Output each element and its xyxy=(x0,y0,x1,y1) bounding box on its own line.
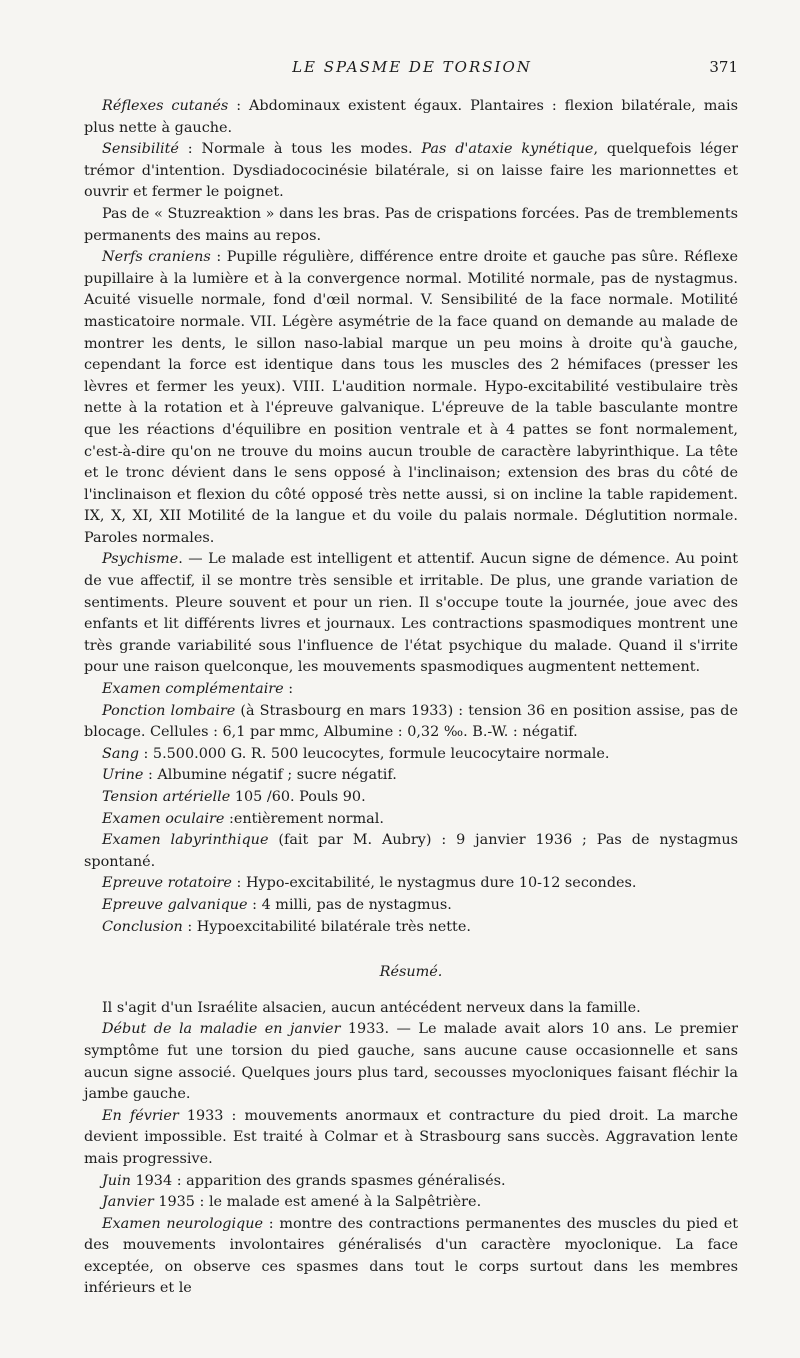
resume-paragraph-fevrier: En février 1933 : mouvements anormaux et contracture du pied droit. La marche devient impossible. Est traité à Colmar et à Strasbourg sans succès. Aggravation lente mais progressive. xyxy=(84,1107,738,1167)
resume-paragraph-examen-neurologique: Examen neurologique : montre des contractions permanentes des muscles du pied et des mouvements involontaires généralisés d'un caractère myoclonique. La face exceptée, on observe ces spasmes dans tout le corps surtout dans les membres inférieurs et le xyxy=(84,1215,738,1297)
paragraph-tension-arterielle: Tension artérielle 105 /60. Pouls 90. xyxy=(102,789,366,805)
paragraph-examen-complementaire: Examen complémentaire : xyxy=(102,681,294,698)
paragraph-epreuve-rotatoire: Epreuve rotatoire : Hypo-excitabilité, le nystagmus dure 10-12 secondes. xyxy=(102,875,637,892)
resume-paragraph-juin: Juin 1934 : apparition des grands spasmes généralisés. xyxy=(102,1172,506,1189)
paragraph-reflexes: Réflexes cutanés : Abdominaux existent égaux. Plantaires : flexion bilatérale, mais plus nette à gauche. xyxy=(84,98,738,136)
paragraph-epreuve-galvanique: Epreuve galvanique : 4 milli, pas de nystagmus. xyxy=(102,896,452,913)
page-body xyxy=(84,96,738,1300)
paragraph-sang: Sang : 5.500.000 G. R. 500 leucocytes, formule leucocytaire normale. xyxy=(102,745,610,762)
running-title: LE SPASME DE TORSION xyxy=(292,58,532,76)
resume-paragraph-origine: Il s'agit d'un Israélite alsacien, aucun antécédent nerveux dans la famille. xyxy=(102,999,641,1016)
paragraph-examen-oculaire: Examen oculaire :entièrement normal. xyxy=(102,810,384,827)
paragraph-conclusion: Conclusion : Hypoexcitabilité bilatérale très nette. xyxy=(102,918,471,935)
section-title-resume: Résumé. xyxy=(379,964,443,981)
paragraph-urine: Urine : Albumine négatif ; sucre négatif. xyxy=(102,767,397,784)
paragraph-ponction-lombaire: Ponction lombaire (à Strasbourg en mars 1933) : tension 36 en position assise, pas de blocage. Cellules : 6,1 par mmc, Albumine : 0,32 ‰. B.-W. : négatif. xyxy=(84,702,738,741)
paragraph-examen-labyrinthique: Examen labyrinthique (fait par M. Aubry) : 9 janvier 1936 ; Pas de nystagmus spontané. xyxy=(84,832,738,870)
page-number: 371 xyxy=(709,58,738,76)
paragraph-stuzreaktion: Pas de « Stuzreaktion » dans les bras. Pas de crispations forcées. Pas de tremblements permanents des mains au repos. xyxy=(84,205,738,244)
resume-paragraph-debut: Début de la maladie en janvier 1933. — Le malade avait alors 10 ans. Le premier symptôme fut une torsion du pied gauche, sans aucune cause occasionnelle et sans aucun signe associé. Quelques jours plus tard, secousses myocloniques faisant fléchir la jambe gauche. xyxy=(84,1021,738,1103)
paragraph-psychisme: Psychisme. — Le malade est intelligent et attentif. Aucun signe de démence. Au point de vue affectif, il se montre très sensible et irritable. De plus, une grande variation de sentiments. Pleure souvent et pour un rien. Il s'occupe toute la journée, joue avec des enfants et lit différents livres et journaux. Les contractions spasmodiques montrent une très grande variabilité sous l'influence de l'état psychique du malade. Quand il s'irrite pour une raison quelconque, les mouvements spasmodiques augmentent nettement. xyxy=(84,551,738,676)
paragraph-nerfs-craniens: Nerfs craniens : Pupille régulière, différence entre droite et gauche pas sûre. Réflexe pupillaire à la lumière et à la convergence normal. Motilité normale, pas de nystagmus. Acuité visuelle normale, fond d'œil normal. V. Sensibilité de la face normale. Motilité masticatoire normale. VII. Légère asymétrie de la face quand on demande au malade de montrer les dents, le sillon naso-labial marque un peu moins à droite qu'à gauche, cependant la force est identique dans tous les muscles des 2 hémifaces (presser les lèvres et fermer les yeux). VIII. L'audition normale. Hypo-excitabilité vestibulaire très nette à la rotation et à l'épreuve galvanique. L'épreuve de la table basculante montre que les réactions d'équilibre en position ventrale et à 4 pattes se font normalement, c'est-à-dire qu'on ne trouve du moins aucun trouble de caractère labyrinthique. La tête et le tronc dévient dans le sens opposé à l'inclinaison; extension des bras du côté de l'inclinaison et flexion du côté opposé très nette aussi, si on incline la table rapidement. IX, X, XI, XII Motilité de la langue et du voile du palais normale. Déglutition normale. Paroles normales. xyxy=(84,249,738,546)
page-header xyxy=(86,58,738,84)
paragraph-sensibilite: Sensibilité : Normale à tous les modes. Pas d'ataxie kynétique, quelquefois léger trémor d'intention. Dysdiadococinésie bilatérale, si on laisse faire les marionnettes et ouvrir et fermer le poignet. xyxy=(84,141,738,201)
resume-paragraph-janvier: Janvier 1935 : le malade est amené à la Salpêtrière. xyxy=(102,1194,482,1211)
